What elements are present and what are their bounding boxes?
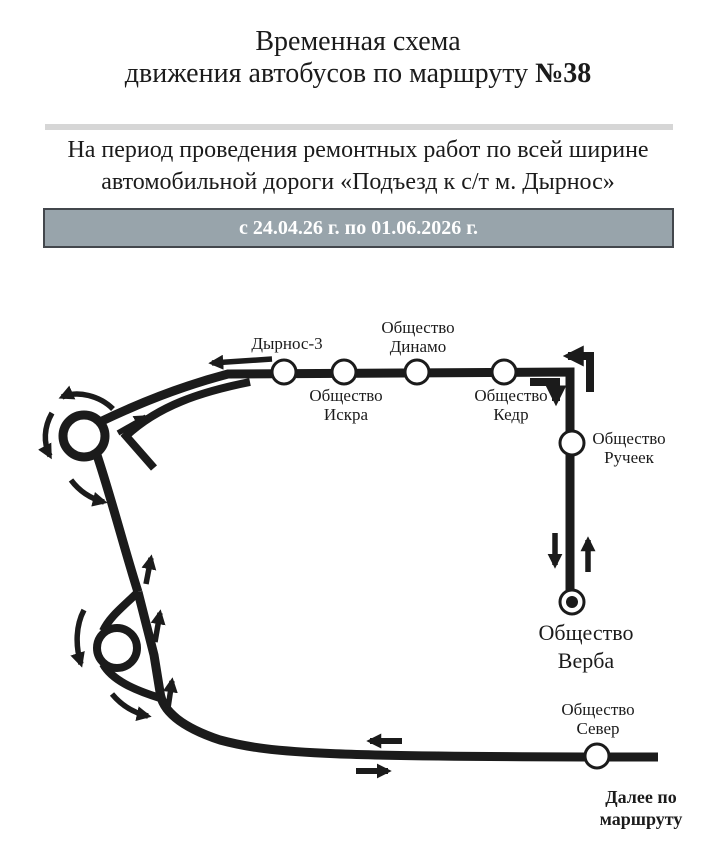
- route-number: №38: [535, 58, 592, 89]
- stop-label-line: Верба: [557, 648, 615, 673]
- subtitle-line2: автомобильной дороги «Подъезд к с/т м. Дырнос»: [101, 169, 615, 195]
- terminus-dot-icon: [566, 596, 578, 608]
- stop-label-line: Общество: [538, 620, 634, 645]
- stop-label-line: Общество: [381, 318, 455, 337]
- note-line: Далее по: [605, 787, 677, 807]
- stop-label-line: Общество: [592, 429, 666, 448]
- arrow-west-top-icon: [212, 359, 272, 363]
- stop-label-line: Искра: [323, 405, 369, 424]
- stop-label-line: Дырнос-3: [251, 334, 323, 353]
- arrow-up-south-icon: [168, 681, 172, 708]
- title-line2-text: движения автобусов по маршруту: [124, 58, 536, 89]
- stop-circle-iskra: [332, 360, 356, 384]
- stop-label-line: Общество: [309, 386, 383, 405]
- arrow-up-roundabout2-icon: [155, 613, 160, 642]
- period-text: с 24.04.26 г. по 01.06.2026 г.: [238, 217, 479, 239]
- stop-circle-dinamo: [405, 360, 429, 384]
- arrow-up-link-icon: [146, 558, 151, 584]
- stop-label-line: Динамо: [389, 337, 447, 356]
- stop-circle-dyrnos-3: [272, 360, 296, 384]
- stop-circle-sever: [585, 744, 609, 768]
- road-diagonal-return: [126, 382, 250, 468]
- roundabout-icon-north: [63, 415, 105, 457]
- stop-label-dinamo: [381, 318, 454, 356]
- arrow-roundabout1-left-icon: [45, 413, 52, 456]
- arrow-roundabout1-bottom-icon: [71, 480, 104, 502]
- stop-label-rucheek: [592, 429, 665, 467]
- route-continuation-note: [600, 786, 683, 830]
- stop-label-line: Север: [576, 719, 620, 738]
- arrow-roundabout1-top-icon: [62, 394, 113, 409]
- stop-circle-rucheek: [560, 431, 584, 455]
- roundabout-icon-south: [97, 628, 137, 668]
- stop-label-line: Общество: [561, 700, 635, 719]
- title-line1: Временная схема: [255, 26, 461, 57]
- stop-label-line: Кедр: [493, 405, 529, 424]
- note-line: маршруту: [599, 809, 683, 829]
- arrow-roundabout2-bottom-icon: [112, 694, 148, 716]
- stop-label-kedr: [474, 386, 547, 424]
- stop-label-line: Ручеек: [604, 448, 654, 467]
- stop-label-sever: [561, 700, 634, 738]
- subtitle-line1: На период проведения ремонтных работ по всей ширине: [67, 137, 649, 163]
- terminus-label-verba: [539, 619, 634, 675]
- road-link: [96, 452, 138, 592]
- stop-label-iskra: [309, 386, 382, 424]
- arrow-roundabout2-left-icon: [77, 610, 84, 664]
- stop-label-line: Общество: [474, 386, 548, 405]
- stop-label-dyrnos-3: [251, 334, 322, 353]
- stop-circle-kedr: [492, 360, 516, 384]
